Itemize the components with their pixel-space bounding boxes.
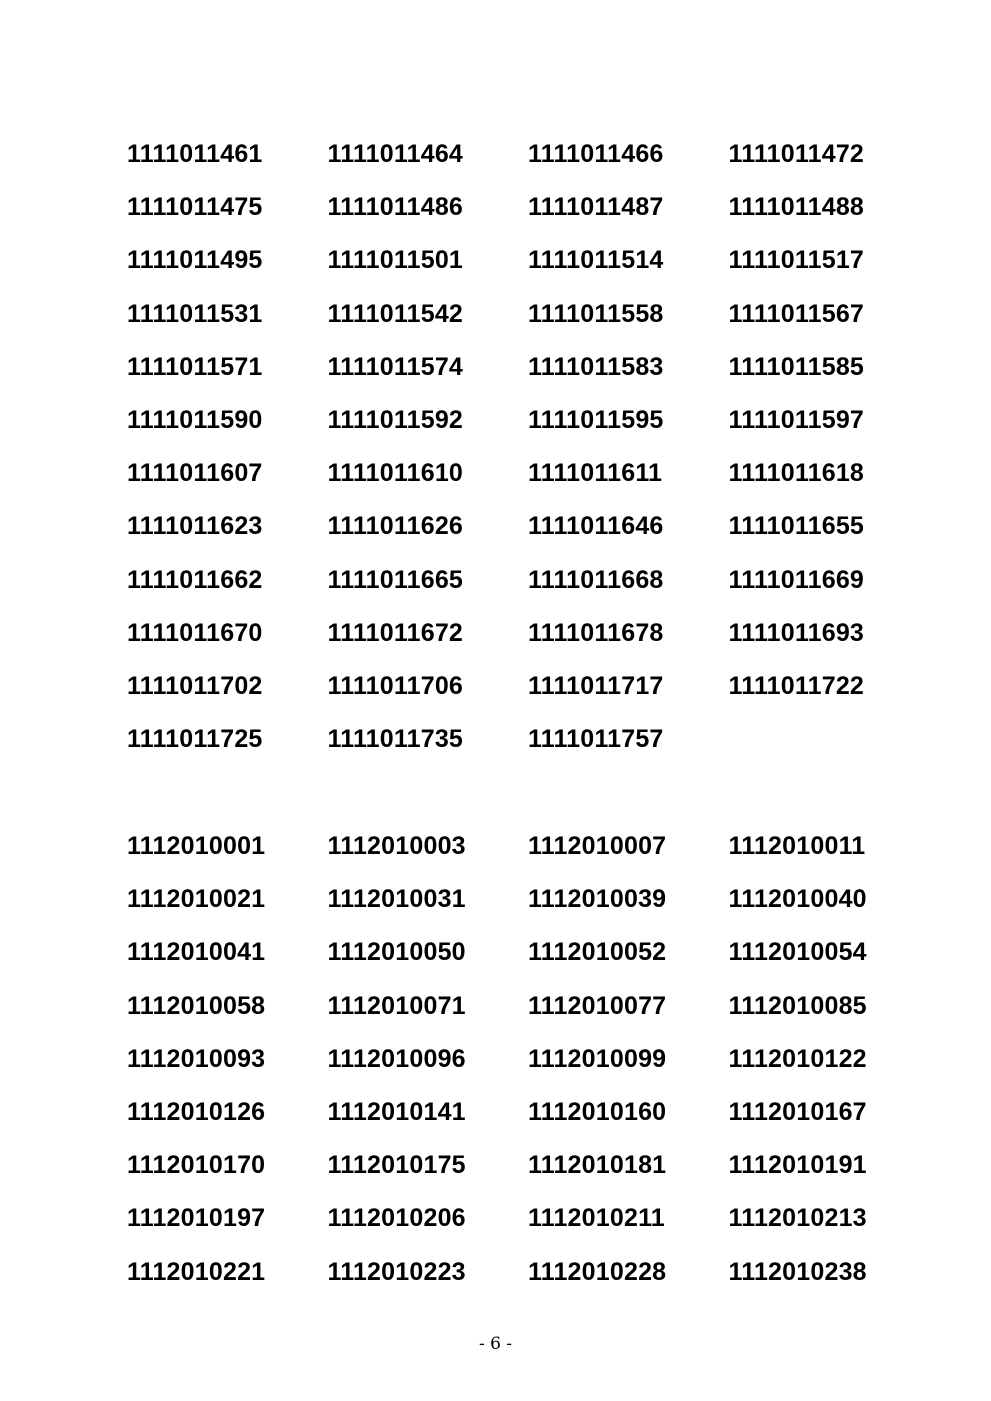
- id-number: 1111011517: [728, 246, 865, 275]
- id-number: 1112010058: [127, 991, 266, 1020]
- id-row: [127, 347, 887, 400]
- id-number: 1111011665: [327, 565, 464, 594]
- id-number: 1111011672: [327, 618, 464, 647]
- id-row: [127, 240, 887, 293]
- id-row: [127, 560, 887, 613]
- id-number: 1111011461: [127, 140, 263, 168]
- id-number: 1112010096: [327, 1044, 466, 1073]
- id-number: 1111011592: [327, 405, 464, 434]
- id-number: 1112010031: [327, 885, 466, 914]
- id-row: [127, 453, 887, 506]
- id-number: 1112010167: [728, 1097, 867, 1126]
- id-number: 1111011583: [528, 352, 664, 381]
- id-number: 1111011595: [528, 405, 664, 434]
- id-number: 1112010170: [127, 1151, 266, 1180]
- id-number: 1112010011: [728, 832, 866, 860]
- id-number: 1112010122: [728, 1044, 867, 1073]
- id-number: 1111011610: [327, 459, 464, 488]
- id-number: 1111011558: [528, 299, 664, 328]
- id-number: 1111011670: [127, 618, 263, 647]
- id-row: [127, 400, 887, 453]
- id-number: 1111011495: [127, 246, 263, 275]
- id-number: 1111011678: [528, 618, 664, 647]
- id-row: [127, 719, 887, 772]
- id-number: 1112010039: [528, 885, 667, 914]
- id-number: 1111011514: [528, 246, 664, 275]
- id-number: 1112010126: [127, 1097, 266, 1126]
- id-number: 1111011693: [728, 618, 865, 647]
- id-number: 1111011590: [127, 405, 263, 434]
- id-number: 1111011655: [728, 512, 865, 541]
- id-number: 1111011646: [528, 512, 664, 541]
- id-number: 1112010071: [327, 991, 466, 1020]
- id-row: [127, 826, 887, 879]
- id-number: 1112010041: [127, 938, 266, 967]
- id-number: 1111011464: [327, 140, 464, 168]
- id-number: 1112010191: [728, 1151, 867, 1180]
- id-row: [127, 134, 887, 187]
- id-list-group-2: [127, 826, 887, 1305]
- id-number: 1111011466: [528, 140, 664, 168]
- id-number: 1111011501: [327, 246, 464, 275]
- id-number: 1111011475: [127, 193, 263, 222]
- id-number: 1112010228: [528, 1257, 667, 1286]
- id-number: 1112010077: [528, 991, 667, 1020]
- id-number: 1111011717: [528, 671, 664, 700]
- id-number: 1111011669: [728, 565, 865, 594]
- id-number: 1111011706: [327, 671, 464, 700]
- id-number: 1111011668: [528, 565, 664, 594]
- id-number: 1112010085: [728, 991, 867, 1020]
- id-number: 1111011486: [327, 193, 464, 222]
- id-number: 1112010021: [127, 885, 266, 914]
- id-number: 1112010160: [528, 1097, 667, 1126]
- id-row: [127, 1145, 887, 1198]
- id-row: [127, 986, 887, 1039]
- id-number: 1111011735: [327, 725, 464, 754]
- id-row: [127, 506, 887, 559]
- id-number: 1112010141: [327, 1097, 466, 1126]
- id-row: [127, 879, 887, 932]
- id-number: 1112010238: [728, 1257, 867, 1286]
- id-number: 1111011626: [327, 512, 464, 541]
- id-number: 1111011531: [127, 299, 263, 328]
- id-number: 1112010040: [728, 885, 867, 914]
- id-number: 1112010211: [528, 1204, 665, 1233]
- id-row: [127, 932, 887, 985]
- id-number: 1111011567: [728, 299, 865, 328]
- id-number: 1111011472: [728, 140, 865, 168]
- id-number: 1112010007: [528, 832, 667, 860]
- id-row: [127, 666, 887, 719]
- id-number: 1111011757: [528, 725, 664, 754]
- id-number: 1112010001: [127, 832, 266, 860]
- id-row: [127, 1252, 887, 1305]
- id-number: 1111011662: [127, 565, 263, 594]
- id-row: [127, 1198, 887, 1251]
- id-number: 1112010093: [127, 1044, 266, 1073]
- id-number: 1111011542: [327, 299, 464, 328]
- id-number: 1111011488: [728, 193, 865, 222]
- id-number: 1112010206: [327, 1204, 466, 1233]
- id-number: 1112010213: [728, 1204, 867, 1233]
- page-number: - 6 -: [478, 1334, 513, 1354]
- id-number: 1112010050: [327, 938, 466, 967]
- id-row: [127, 613, 887, 666]
- id-number: 1111011702: [127, 671, 263, 700]
- id-number: 1112010052: [528, 938, 667, 967]
- id-row: [127, 187, 887, 240]
- id-row: [127, 1092, 887, 1145]
- id-number: 1112010175: [327, 1151, 466, 1180]
- id-number: 1112010221: [127, 1257, 266, 1286]
- id-number: 1111011623: [127, 512, 263, 541]
- id-number: 1112010223: [327, 1257, 466, 1286]
- id-number: 1111011487: [528, 193, 664, 222]
- id-row: [127, 294, 887, 347]
- id-list-group-1: [127, 134, 887, 772]
- id-number: 1111011571: [127, 352, 263, 381]
- id-number: 1111011722: [728, 671, 865, 700]
- id-number: 1111011607: [127, 459, 263, 488]
- id-number: 1112010003: [327, 832, 466, 860]
- id-row: [127, 1039, 887, 1092]
- id-number: 1111011611: [528, 459, 663, 488]
- id-number: 1111011597: [728, 405, 865, 434]
- id-number: 1111011574: [327, 352, 464, 381]
- id-number: 1112010197: [127, 1204, 266, 1233]
- id-number: 1112010054: [728, 938, 867, 967]
- id-number: 1112010099: [528, 1044, 667, 1073]
- id-number: 1112010181: [528, 1151, 667, 1180]
- id-number: 1111011618: [728, 459, 865, 488]
- id-number: 1111011725: [127, 725, 263, 754]
- id-number: 1111011585: [728, 352, 865, 381]
